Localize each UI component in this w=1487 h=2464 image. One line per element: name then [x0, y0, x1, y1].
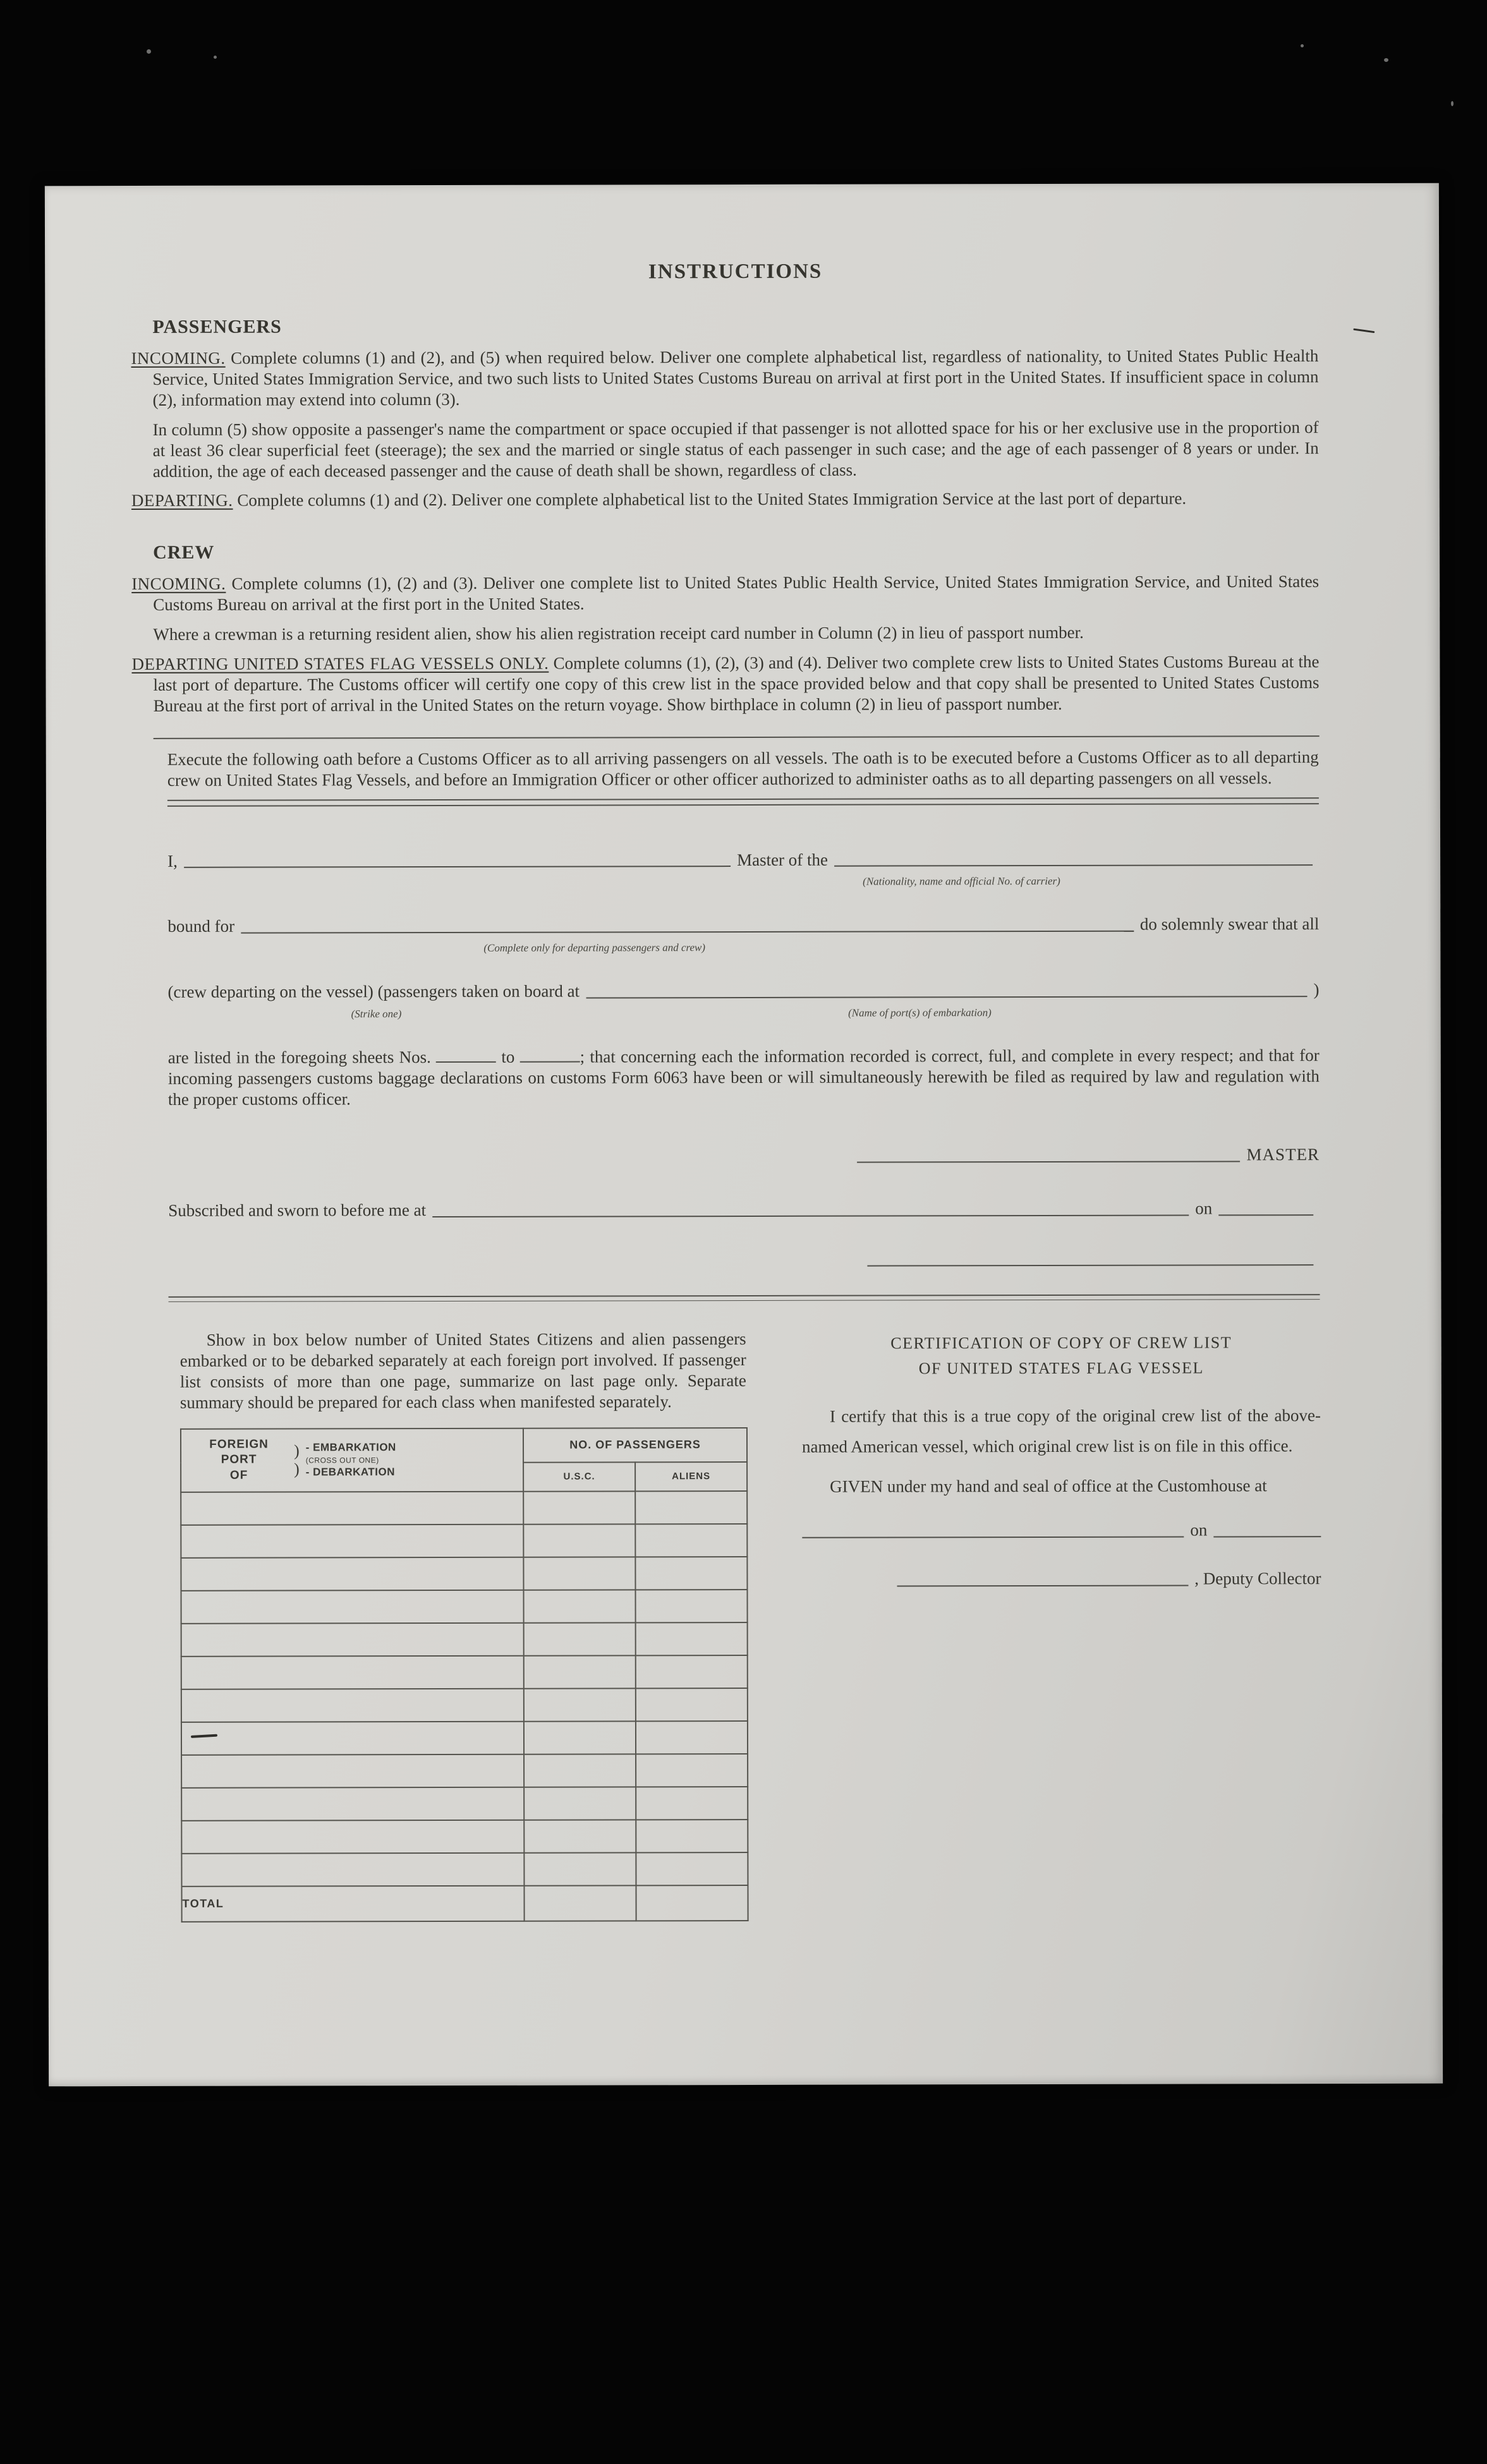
- crew-incoming-text: Complete columns (1), (2) and (3). Deliver one complete list to United States Public Health Service, United States Immigration Service, and United States Customs Bureau on arrival at the first port in the United States.: [153, 572, 1320, 614]
- brace-glyphs: [294, 1442, 300, 1478]
- aliens-cell: [636, 1787, 748, 1820]
- sheets-pre-text: are listed in the foregoing sheets Nos.: [167, 1048, 431, 1068]
- usc-cell: [524, 1754, 636, 1787]
- passengers-incoming-paragraph: [131, 346, 1319, 411]
- sheets-paragraph: [168, 1042, 1320, 1110]
- dust-speck: [1451, 101, 1454, 106]
- incoming-label: INCOMING.: [131, 348, 226, 368]
- aliens-cell: [636, 1721, 748, 1754]
- notary-signature-blank: [867, 1264, 1313, 1266]
- certification-given: GIVEN under my hand and seal of office at the Customhouse at: [830, 1476, 1267, 1496]
- port-cell: [181, 1688, 524, 1722]
- table-row: [181, 1491, 747, 1525]
- sheet-number-blank-to: [520, 1044, 580, 1063]
- aliens-cell: [636, 1590, 748, 1622]
- table-total-row: [181, 1885, 748, 1922]
- deputy-signature-blank: [897, 1585, 1188, 1587]
- usc-cell: [524, 1721, 636, 1754]
- table-row: [181, 1524, 747, 1558]
- embarkation-label: - EMBARKATION: [305, 1440, 396, 1454]
- aliens-cell: [636, 1852, 748, 1885]
- divider-double-thin: [169, 1294, 1320, 1302]
- oath-section: [167, 747, 1320, 1302]
- usc-cell: [524, 1787, 636, 1820]
- aliens-cell: [636, 1688, 748, 1721]
- departing-text: Complete columns (1) and (2). Deliver one complete alphabetical list to the United States Immigration Service at the last port of departure.: [237, 489, 1187, 510]
- certification-title: [802, 1330, 1321, 1382]
- sheets-to-label: to: [501, 1048, 515, 1067]
- execute-oath-paragraph: Execute the following oath before a Customs Officer as to all arriving passengers on all vessels. The oath is to be executed before a Customs Officer as to all departing crew on United States Flag Vessels, and before an Immigration Officer or other officer authorized to administer oaths as to all departing passengers on all vessels.: [167, 747, 1319, 790]
- passenger-summary-column: [180, 1329, 748, 1923]
- signature-spacer: [168, 1166, 851, 1168]
- master-label: MASTER: [1246, 1145, 1320, 1164]
- embark-debark-labels: [306, 1440, 396, 1480]
- document-paper: [45, 183, 1443, 2087]
- deputy-collector-row: [802, 1568, 1321, 1590]
- subscribed-label: Subscribed and sworn to before me at: [168, 1200, 427, 1220]
- master-name-blank: [184, 866, 731, 868]
- passengers-heading: PASSENGERS: [152, 316, 282, 338]
- i-label: I,: [167, 851, 178, 871]
- port-cell: [181, 1787, 524, 1820]
- bound-caption: (Complete only for departing passengers and crew): [483, 941, 706, 955]
- divider-single: [154, 735, 1320, 739]
- passenger-summary-table: [180, 1427, 749, 1923]
- port-cell: [181, 1590, 524, 1623]
- departing-label: DEPARTING.: [131, 491, 233, 510]
- table-row: [181, 1787, 748, 1821]
- cross-out-one-label: (CROSS OUT ONE): [305, 1455, 379, 1465]
- oath-line-bound: [167, 914, 1319, 938]
- aliens-cell: [636, 1622, 748, 1655]
- port-cell: [181, 1655, 524, 1689]
- notary-spacer: [168, 1270, 861, 1271]
- aliens-cell: [635, 1557, 747, 1590]
- port-label: PORT: [221, 1453, 257, 1467]
- port-cell: [181, 1491, 523, 1525]
- crew-heading: CREW: [153, 542, 215, 564]
- port-cell: [181, 1754, 524, 1787]
- foreign-port-header-layout: [181, 1431, 523, 1489]
- of-label: OF: [229, 1468, 248, 1482]
- bound-for-label: bound for: [167, 917, 235, 936]
- customhouse-location-row: [802, 1519, 1321, 1542]
- foreign-port-header: [181, 1428, 523, 1492]
- usc-cell: [524, 1820, 636, 1852]
- aliens-cell: [636, 1754, 748, 1787]
- crew-incoming-paragraph: [131, 571, 1320, 615]
- column5-paragraph: In column (5) show opposite a passenger's name the compartment or space occupied if that passenger is not allotted space for his or her exclusive use in the proportion of at least 36 clear superficial feet (steerage); the sex and the married or single status of each passenger in such case; and the age of each passenger of 8 years or under. In addition, the age of each deceased passenger and the cause of death shall be shown, regardless of class.: [152, 417, 1319, 481]
- master-signature-blank: [857, 1161, 1240, 1163]
- port-cell: [181, 1524, 523, 1557]
- document-content: [131, 183, 1322, 1923]
- customhouse-location-blank: [802, 1537, 1184, 1538]
- page-title: INSTRUCTIONS: [648, 260, 823, 284]
- usc-cell: [524, 1590, 636, 1622]
- usc-cell: [524, 1852, 636, 1885]
- table-row: [181, 1688, 748, 1722]
- table-row: [181, 1590, 748, 1624]
- deputy-collector-label: , Deputy Collector: [1194, 1569, 1321, 1588]
- aliens-cell: [636, 1820, 748, 1852]
- oath-line-master: [167, 849, 1319, 872]
- certification-date-blank: [1213, 1536, 1321, 1537]
- usc-cell: [523, 1524, 635, 1557]
- dust-speck: [147, 49, 151, 54]
- certification-title-line1: CERTIFICATION OF COPY OF CREW LIST: [890, 1333, 1232, 1353]
- sheet-number-blank-from: [436, 1044, 496, 1063]
- table-row: [181, 1655, 748, 1689]
- embarkation-port-blank: [586, 996, 1307, 998]
- table-row: [181, 1820, 748, 1854]
- port-cell: [181, 1852, 524, 1886]
- usc-cell: [524, 1655, 636, 1688]
- port-cell: [181, 1721, 524, 1754]
- table-row: [181, 1622, 748, 1657]
- aliens-cell: [635, 1524, 747, 1557]
- total-aliens-cell: [636, 1885, 748, 1921]
- usc-cell: [524, 1688, 636, 1721]
- subscribed-row: [168, 1198, 1320, 1221]
- debarkation-label: - DEBARKATION: [305, 1466, 396, 1478]
- oath-line-strike: [167, 979, 1319, 1003]
- foreign-label: FOREIGN: [209, 1437, 269, 1451]
- master-of-the-label: Master of the: [737, 850, 828, 869]
- usc-cell: [523, 1557, 635, 1590]
- carrier-caption: (Nationality, name and official No. of carrier): [863, 875, 1060, 888]
- usc-header: U.S.C.: [523, 1462, 635, 1491]
- resident-alien-paragraph: Where a crewman is a returning resident alien, show his alien registration receipt card number in Column (2) in lieu of passport number.: [153, 622, 1084, 644]
- on-label: on: [1195, 1199, 1213, 1218]
- stray-pen-mark: [1353, 329, 1375, 334]
- departing-flag-label: DEPARTING UNITED STATES FLAG VESSELS ONLY.: [131, 653, 549, 673]
- port-cell: [181, 1622, 524, 1656]
- passengers-departing-paragraph: [131, 488, 1319, 512]
- total-usc-cell: [524, 1885, 636, 1921]
- certification-column: [802, 1327, 1322, 1921]
- aliens-cell: [636, 1655, 748, 1688]
- no-of-passengers-header: NO. OF PASSENGERS: [523, 1428, 747, 1463]
- aliens-cell: [635, 1491, 747, 1524]
- sheets-post-text: ; that concerning each the information recorded is correct, full, and complete in every respect; and that for incoming passengers customs baggage declarations on customs Form 6063 have been or will simultaneously herewith be filed as required by law and regulation with the proper customs officer.: [167, 1046, 1320, 1109]
- dust-speck: [1301, 44, 1304, 47]
- destination-blank: [241, 931, 1134, 934]
- crew-incoming-label: INCOMING.: [131, 574, 226, 594]
- table-row: [181, 1852, 748, 1887]
- divider-double: [167, 797, 1319, 807]
- table-header-row-1: [181, 1428, 747, 1463]
- sworn-location-blank: [432, 1215, 1189, 1218]
- strike-line-label: (crew departing on the vessel) (passengers taken on board at: [167, 981, 580, 1002]
- swear-label: do solemnly swear that all: [1139, 914, 1320, 934]
- usc-cell: [523, 1491, 635, 1524]
- total-label-cell: TOTAL: [181, 1885, 524, 1921]
- sworn-date-blank: [1218, 1214, 1313, 1216]
- table-row: [181, 1754, 748, 1788]
- port-caption: (Name of port(s) of embarkation): [848, 1006, 992, 1019]
- bottom-columns: [180, 1327, 1322, 1923]
- certification-title-line2: OF UNITED STATES FLAG VESSEL: [918, 1358, 1204, 1378]
- brace-top: ): [294, 1441, 300, 1460]
- strike-caption-row: [168, 1001, 1320, 1021]
- port-cell: [181, 1557, 523, 1590]
- brace-bottom: ): [294, 1459, 300, 1478]
- port-cell: [181, 1820, 524, 1853]
- carrier-caption-row: [167, 871, 1319, 890]
- incoming-text: Complete columns (1) and (2), and (5) when required below. Deliver one complete alphabetical list, regardless of nationality, to United States Public Health Service, United States Immigration Service, and two such lists to United States Customs Bureau on arrival at first port in the United States. If insufficient space in column (2), information may extend into column (3).: [152, 346, 1319, 409]
- crew-departing-flag-paragraph: [131, 651, 1320, 716]
- master-signature-row: [168, 1144, 1320, 1168]
- strike-one-caption: (Strike one): [351, 1008, 402, 1020]
- summary-instructions: Show in box below number of United States Citizens and alien passengers embarked or to be debarked separately at each foreign port involved. If passenger list consists of more than one page, summarize on last page only. Separate summary should be prepared for each class when manifested separately.: [179, 1329, 746, 1412]
- departing-flag-text: Complete columns (1), (2), (3) and (4). Deliver two complete crew lists to United States Customs Bureau at the last port of departure. The Customs officer will certify one copy of this crew list in the space provided below and that copy shall be presented to United States Customs Bureau at the first port of arrival in the United States on the return voyage. Show birthplace in column (2) in lieu of passport number.: [153, 651, 1320, 715]
- notary-signature-row: [168, 1264, 1320, 1271]
- dust-speck: [214, 56, 217, 59]
- close-paren: ): [1313, 980, 1320, 999]
- aliens-header: ALIENS: [635, 1462, 747, 1491]
- certification-body: I certify that this is a true copy of the original crew list of the above-named American vessel, which original crew list is on file in this office.: [802, 1405, 1321, 1456]
- table-row: [181, 1557, 747, 1591]
- table-row: [181, 1721, 748, 1755]
- carrier-name-blank: [834, 865, 1313, 867]
- dust-speck: [1384, 58, 1388, 62]
- bound-caption-row: [167, 936, 1319, 955]
- foreign-port-label: [185, 1437, 293, 1483]
- usc-cell: [524, 1622, 636, 1655]
- certification-on-label: on: [1190, 1520, 1208, 1540]
